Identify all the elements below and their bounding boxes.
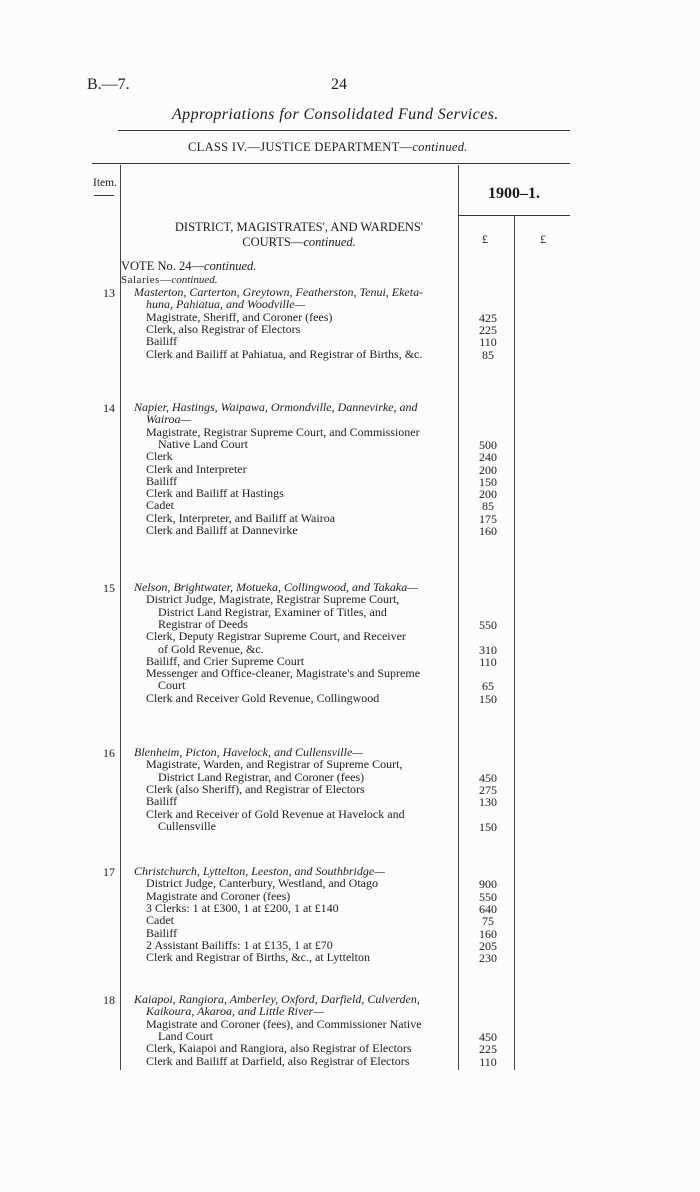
row-text: Clerk and Bailiff at Dannevirke	[146, 523, 298, 537]
location-line: Nelson, Brightwater, Motueka, Collingwood, and Takaka—	[134, 580, 418, 594]
row-text: Magistrate and Coroner (fees)	[146, 888, 291, 903]
row-text: Clerk and Registrar of Births, &c., at Lyttelton	[146, 950, 370, 965]
amount-value: 85	[482, 499, 494, 514]
row-text: District Land Registrar, and Coroner (fees)	[158, 769, 365, 784]
amount-value: 450	[479, 770, 497, 785]
location-line: Christchurch, Lyttelton, Leeston, and Southbridge—	[134, 864, 385, 878]
row-text: Messenger and Office-cleaner, Magistrate's and Supreme	[146, 666, 421, 681]
row-text: Cadet	[146, 913, 174, 928]
row-text: District Land Registrar, Examiner of Titles, and	[158, 604, 387, 619]
page-number: 24	[331, 76, 347, 93]
amount-value: 200	[479, 487, 497, 502]
amount-value: 150	[479, 819, 497, 834]
amount-value: 160	[479, 524, 497, 538]
row-text: Magistrate, Sheriff, and Coroner (fees)	[146, 309, 333, 324]
row-text: Registrar of Deeds	[158, 616, 248, 631]
amount-value: 110	[479, 335, 497, 350]
amount-column-divider	[514, 215, 515, 1070]
amount-value: 240	[479, 450, 497, 465]
row-text: Native Land Court	[158, 436, 248, 451]
row-text: Magistrate and Coroner (fees), and Commissioner Native	[146, 1016, 422, 1031]
amount-value: 230	[479, 951, 497, 966]
class-heading: CLASS IV.—JUSTICE DEPARTMENT—continued.	[188, 140, 468, 154]
amount-value: 110	[479, 1054, 497, 1069]
item-number: 17	[103, 865, 115, 879]
row-text: District Judge, Canterbury, Westland, and Otago	[146, 876, 378, 891]
amount-value: 160	[479, 926, 497, 941]
amount-value: 65	[482, 679, 494, 694]
row-text: Clerk, Interpreter, and Bailiff at Wairoa	[146, 510, 336, 525]
item-number: 18	[103, 993, 115, 1007]
amount-value: 900	[479, 877, 497, 892]
row-text: District Judge, Magistrate, Registrar Supreme Court,	[146, 592, 400, 607]
row-text: Bailiff, and Crier Supreme Court	[146, 653, 305, 668]
year-column-header: 1900–1.	[488, 185, 540, 202]
item-number: 13	[103, 286, 115, 300]
row-text: Clerk, Kaiapoi and Rangiora, also Registrar of Electors	[146, 1041, 412, 1056]
amount-value: 205	[479, 938, 497, 953]
amount-value: 310	[479, 642, 497, 657]
location-line: huna, Pahiatua, and Woodville—	[146, 297, 306, 312]
location-line: Napier, Hastings, Waipawa, Ormondville, Dannevirke, and	[134, 400, 418, 414]
pound-symbol-left: £	[482, 232, 488, 246]
amount-value: 500	[479, 437, 497, 452]
salaries-heading: Salaries—continued.	[121, 274, 218, 286]
year-header-rule	[458, 215, 570, 216]
amount-value: 150	[479, 474, 497, 489]
row-text: Clerk and Bailiff at Darfield, also Registrar of Electors	[146, 1053, 410, 1068]
document-reference: B.—7.	[87, 76, 130, 93]
location-line: Kaikoura, Akaroa, and Little River—	[146, 1004, 324, 1019]
vote-heading: VOTE No. 24—continued.	[121, 259, 257, 273]
table-top-rule	[92, 163, 570, 164]
location-line: Masterton, Carterton, Greytown, Featherston, Tenui, Eketa-	[134, 285, 424, 299]
item-number: 16	[103, 746, 115, 760]
pound-symbol-right: £	[540, 232, 546, 246]
row-text: of Gold Revenue, &c.	[158, 641, 264, 656]
amount-value: 550	[479, 889, 497, 904]
amount-value: 425	[479, 310, 497, 325]
row-text: Court	[158, 678, 186, 693]
top-rule	[118, 130, 570, 131]
row-text: Clerk and Receiver of Gold Revenue at Havelock and	[146, 806, 405, 821]
amount-value: 130	[479, 795, 497, 810]
row-text: Clerk, Deputy Registrar Supreme Court, and Receiver	[146, 629, 406, 644]
amount-value: 225	[479, 1042, 497, 1057]
row-text: Clerk and Interpreter	[146, 461, 247, 476]
row-text: 3 Clerks: 1 at £300, 1 at £200, 1 at £140	[146, 900, 339, 915]
row-text: 2 Assistant Bailiffs: 1 at £135, 1 at £70	[146, 937, 333, 952]
location-line: Wairoa—	[146, 412, 192, 427]
amount-value: 550	[479, 617, 497, 632]
item-number: 14	[103, 401, 115, 415]
row-text: Cullensville	[158, 818, 216, 833]
row-text: Magistrate, Warden, and Registrar of Supreme Court,	[146, 757, 403, 772]
location-line: Kaiapoi, Rangiora, Amberley, Oxford, Darfield, Culverden,	[134, 992, 420, 1006]
amount-value: 450	[479, 1029, 497, 1044]
amount-value: 225	[479, 322, 497, 337]
row-text: Clerk	[146, 449, 173, 464]
item-number: 15	[103, 581, 115, 595]
row-text: Clerk and Bailiff at Hastings	[146, 486, 284, 501]
row-text: Clerk and Receiver Gold Revenue, Collingwood	[146, 690, 380, 705]
row-text: Magistrate, Registrar Supreme Court, and Commissioner	[146, 424, 420, 439]
amount-value: 75	[482, 914, 494, 929]
row-text: Bailiff	[146, 925, 178, 940]
row-text: Land Court	[158, 1028, 213, 1043]
page-subtitle: Appropriations for Consolidated Fund Services.	[172, 106, 499, 123]
row-text: Clerk, also Registrar of Electors	[146, 321, 301, 336]
row-text: Bailiff	[146, 334, 178, 349]
amount-value: 85	[482, 347, 494, 362]
item-column-header: Item.	[93, 177, 117, 189]
row-text: Clerk and Bailiff at Pahiatua, and Registrar of Births, &c.	[146, 346, 423, 361]
row-text: Cadet	[146, 498, 174, 513]
amount-value: 275	[479, 782, 497, 797]
amount-value: 175	[479, 511, 497, 526]
row-text: Bailiff	[146, 794, 178, 809]
row-text: Bailiff	[146, 473, 178, 488]
row-text: Clerk (also Sheriff), and Registrar of Electors	[146, 781, 365, 796]
description-column-divider	[458, 165, 459, 1070]
amount-value: 640	[479, 901, 497, 916]
amount-value: 200	[479, 462, 497, 477]
section-title: DISTRICT, MAGISTRATES', AND WARDENS' COURTS—continued.	[174, 220, 424, 249]
amount-value: 110	[479, 654, 497, 669]
location-line: Blenheim, Picton, Havelock, and Cullensville—	[134, 745, 363, 759]
amount-value: 150	[479, 691, 497, 706]
item-header-underline	[94, 195, 114, 196]
